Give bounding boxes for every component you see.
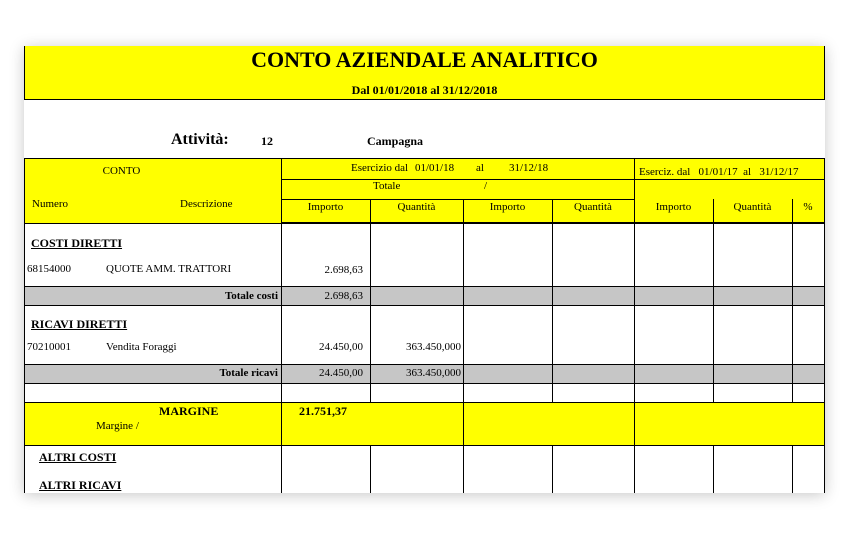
report-title: CONTO AZIENDALE ANALITICO [251, 47, 598, 72]
section-ricavi-diretti: RICAVI DIRETTI [31, 317, 128, 331]
col-importo-current: Importo [307, 201, 344, 213]
col-importo-mid: Importo [489, 201, 526, 213]
totale-costi-label: Totale costi [224, 290, 278, 302]
col-quantita-current: Quantità [397, 201, 436, 213]
header-numero: Numero [32, 198, 69, 210]
col-quantita-mid: Quantità [574, 201, 612, 213]
ricavi-row-importo: 24.450,00 [319, 341, 363, 353]
header-conto: CONTO [102, 165, 141, 177]
ricavi-row-numero: 70210001 [27, 341, 71, 353]
costi-row-descrizione: QUOTE AMM. TRATTORI [106, 263, 232, 275]
margine-value: 21.751,37 [299, 404, 347, 418]
ricavi-row-quantita: 363.450,000 [406, 341, 461, 353]
esercizio-current-to: 31/12/18 [509, 162, 549, 174]
esercizio-current-from: 01/01/18 [415, 162, 455, 174]
header-descrizione: Descrizione [180, 198, 233, 210]
totale-ricavi-label: Totale ricavi [219, 367, 278, 379]
col-importo-previous: Importo [655, 201, 692, 213]
activity-code: 12 [261, 134, 273, 148]
section-altri-ricavi: ALTRI RICAVI [39, 478, 122, 492]
col-quantita-previous: Quantità [733, 201, 772, 213]
header-totale: Totale [373, 180, 401, 192]
margine-sub-label: Margine / [96, 420, 139, 432]
totale-ricavi-importo: 24.450,00 [319, 367, 363, 379]
col-percent: % [803, 201, 813, 213]
report-period: Dal 01/01/2018 al 31/12/2018 [351, 83, 498, 97]
esercizio-current-prefix: Esercizio dal [351, 162, 409, 174]
margine-band [24, 403, 825, 445]
margine-label: MARGINE [159, 404, 219, 418]
activity-name: Campagna [367, 134, 424, 148]
header-slash: / [484, 180, 488, 192]
esercizio-current-al: al [476, 162, 484, 174]
totale-costi-importo: 2.698,63 [324, 290, 363, 302]
totale-ricavi-quantita: 363.450,000 [406, 367, 461, 379]
costi-row-numero: 68154000 [27, 263, 71, 275]
ricavi-row-descrizione: Vendita Foraggi [106, 341, 177, 353]
costi-row-importo: 2.698,63 [324, 264, 363, 276]
activity-label: Attività: [171, 131, 229, 148]
section-costi-diretti: COSTI DIRETTI [31, 236, 123, 250]
report-sheet [24, 46, 825, 493]
esercizio-previous: Eserciz. dal 01/01/17 al 31/12/17 [639, 166, 799, 178]
section-altri-costi: ALTRI COSTI [39, 450, 117, 464]
